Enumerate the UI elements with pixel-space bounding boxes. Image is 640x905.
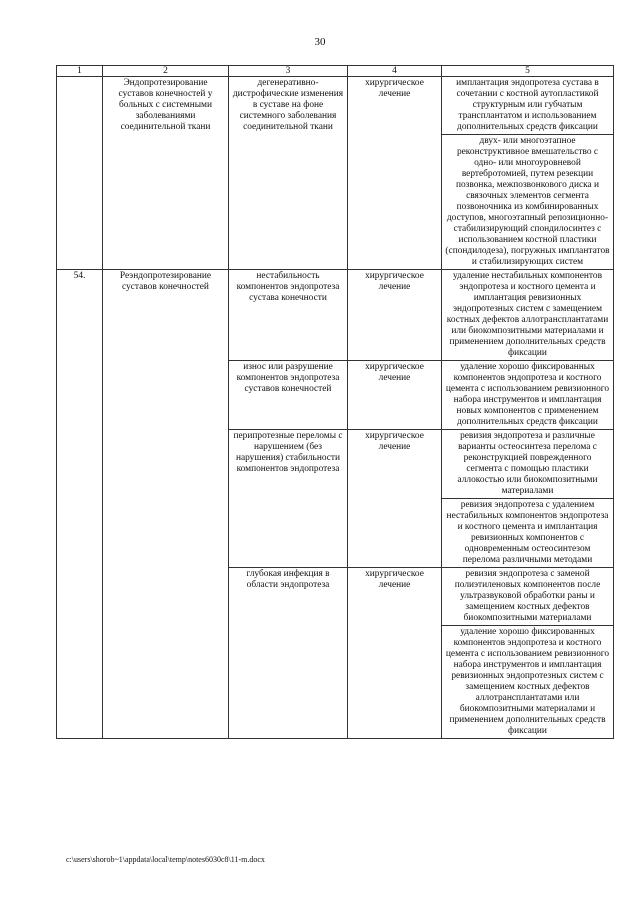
- treatment-type-cell: хирургическое лечение: [348, 430, 442, 568]
- row-number-cell: 54.: [57, 270, 103, 739]
- technology-cell: Эндопротезирование суставов конечностей у больных с системными заболеваниями соединительной ткани: [103, 77, 229, 270]
- method-cell: удаление хорошо фиксированных компонентов эндопротеза и костного цемента с использованием ревизионного набора инструментов и имплантация новых компонентов с применением дополнительных средств фиксации: [442, 361, 614, 430]
- file-path-footer: c:\users\shorob~1\appdata\local\temp\notes6030c8\11-m.docx: [66, 855, 265, 864]
- diagnosis-cell: дегенеративно-дистрофические изменения в суставе на фоне системного заболевания соединительной ткани: [229, 77, 348, 270]
- page-number: 30: [314, 36, 326, 48]
- table-header-row: [57, 66, 614, 77]
- diagnosis-cell: глубокая инфекция в области эндопротеза: [229, 568, 348, 739]
- header-cell: 3: [229, 66, 348, 77]
- method-cell: ревизия эндопротеза и различные варианты остеосинтеза перелома с реконструкцией поврежденного сегмента с помощью пластики аллокостью или биокомпозитными материалами: [442, 430, 614, 499]
- treatment-type-cell: хирургическое лечение: [348, 361, 442, 430]
- method-cell: имплантация эндопротеза сустава в сочетании с костной аутопластикой структурным или губчатым трансплантатом и использованием дополнительных средств фиксации: [442, 77, 614, 135]
- table-row: [57, 270, 614, 361]
- treatment-type-cell: хирургическое лечение: [348, 568, 442, 739]
- treatment-type-cell: хирургическое лечение: [348, 77, 442, 270]
- procedures-table: [56, 65, 614, 739]
- header-cell: 4: [348, 66, 442, 77]
- header-cell: 1: [57, 66, 103, 77]
- method-cell: ревизия эндопротеза с заменой полиэтиленовых компонентов после ультразвуковой обработки раны и замещением костных дефектов биокомпозитными материалами: [442, 568, 614, 626]
- method-cell: двух- или многоэтапное реконструктивное вмешательство с одно- или многоуровневой вертебротомией, путем резекции позвонка, межпозвонкового диска и связочных элементов сегмента позвоночника из комбинированных доступов, многоэтапный репозиционно-стабилизирующий спондилосинтез с использованием костной пластики (спондилодеза), погружных имплантатов и стабилизирующих систем: [442, 135, 614, 270]
- row-number-cell: [57, 77, 103, 270]
- header-cell: 5: [442, 66, 614, 77]
- method-cell: удаление нестабильных компонентов эндопротеза и костного цемента и имплантация ревизионных эндопротезных систем с замещением костных дефектов аллотрансплантатами или биокомпозитными материалами и применением дополнительных средств фиксации: [442, 270, 614, 361]
- diagnosis-cell: износ или разрушение компонентов эндопротеза суставов конечностей: [229, 361, 348, 430]
- technology-cell: Реэндопротезирование суставов конечностей: [103, 270, 229, 739]
- treatment-type-cell: хирургическое лечение: [348, 270, 442, 361]
- header-cell: 2: [103, 66, 229, 77]
- diagnosis-cell: перипротезные переломы с нарушением (без нарушения) стабильности компонентов эндопротеза: [229, 430, 348, 568]
- method-cell: ревизия эндопротеза с удалением нестабильных компонентов эндопротеза и костного цемента и имплантация ревизионных компонентов с одновременным остеосинтезом перелома различными методами: [442, 499, 614, 568]
- diagnosis-cell: нестабильность компонентов эндопротеза сустава конечности: [229, 270, 348, 361]
- method-cell: удаление хорошо фиксированных компонентов эндопротеза и костного цемента с использованием ревизионного набора инструментов и имплантация ревизионных эндопротезных систем с замещением костных дефектов аллотрансплантатами или биокомпозитными материалами и применением дополнительных средств фиксации: [442, 626, 614, 739]
- table-row: [57, 77, 614, 135]
